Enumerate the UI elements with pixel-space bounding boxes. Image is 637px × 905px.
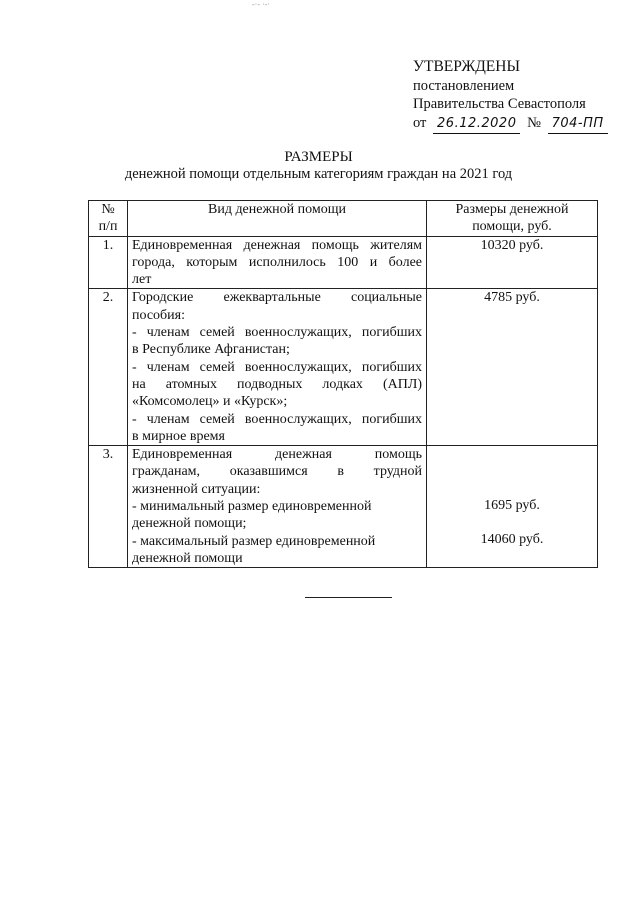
approval-block — [413, 58, 611, 134]
approval-heading: УТВЕРЖДЕНЫ — [413, 58, 520, 75]
amount-max: 14060 руб. — [480, 532, 544, 548]
document-title: РАЗМЕРЫ — [284, 149, 353, 165]
table-row — [89, 289, 598, 446]
table-row — [89, 446, 598, 568]
row-number: 1. — [89, 236, 128, 289]
amount-min: 1695 руб. — [484, 498, 540, 514]
date-prefix: от — [413, 114, 427, 131]
row-kind: Городские ежеквартальные социальные пособия: - членам семей военнослужащих, погибших в Республике Афганистан; - членам семей военнослужащих, погибших на атомных подводных лодках (АПЛ) «Комсомолец» и «Курск»; - членам семей военнослужащих, погибших в мирное время — [128, 289, 427, 446]
row-number: 3. — [89, 446, 128, 568]
handwritten-date: 26.12.2020 — [433, 115, 520, 135]
row-number: 2. — [89, 289, 128, 446]
assistance-table — [88, 200, 598, 568]
closing-divider — [305, 597, 392, 598]
document-subtitle: денежной помощи отдельным категориям граждан на 2021 год — [124, 166, 513, 182]
header-kind: Вид денежной помощи — [128, 201, 427, 237]
row-kind: Единовременная денежная помощь гражданам, оказавшимся в трудной жизненной ситуации: - минимальный размер единовременной денежной помощи; - максимальный размер единовременной денежной помощи — [128, 446, 427, 568]
approval-line-3: Правительства Севастополя — [413, 96, 586, 112]
scan-artifact: -·- ·-· — [252, 0, 270, 9]
number-sign: № — [527, 114, 541, 131]
table-header-row — [89, 201, 598, 237]
row-amount — [427, 446, 598, 568]
handwritten-number: 704-ПП — [548, 115, 608, 135]
row-kind: Единовременная денежная помощь жителям города, которым исполнилось 100 и более лет — [128, 236, 427, 289]
row-amount: 10320 руб. — [427, 236, 598, 289]
approval-line-2: постановлением — [413, 77, 515, 94]
table-row — [89, 236, 598, 289]
header-number: № п/п — [89, 201, 128, 237]
header-amount: Размеры денежной помощи, руб. — [427, 201, 598, 237]
approval-date-line — [413, 114, 611, 135]
row-amount: 4785 руб. — [427, 289, 598, 446]
